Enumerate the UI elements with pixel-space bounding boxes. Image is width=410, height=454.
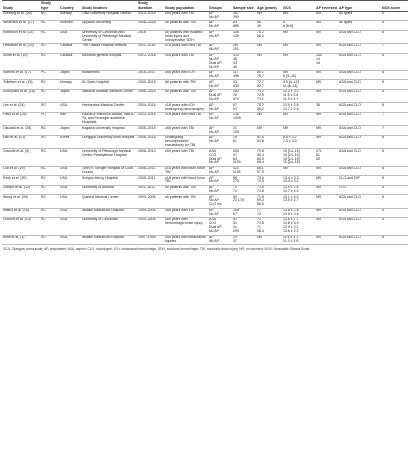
table-cell: 2012–2016 bbox=[137, 53, 164, 70]
table-cell: RC bbox=[40, 53, 59, 70]
table-cell: 71 71 bbox=[232, 185, 256, 195]
table-cell: 2011–2016 bbox=[137, 44, 164, 54]
table-cell: Oslo University Hospital Ullevål bbox=[81, 11, 137, 21]
table-cell: AP Dual AP No AP bbox=[208, 89, 232, 102]
table-cell: CLO and DIP bbox=[338, 176, 381, 186]
table-cell: NR bbox=[315, 208, 338, 218]
table-cell: AP No AP bbox=[208, 112, 232, 125]
table-cell: Scripps Mercy Hospital bbox=[81, 176, 137, 186]
table-header bbox=[2, 1, 408, 12]
table-cell: 2003–2005 bbox=[137, 218, 164, 235]
table-cell: ASA and CLO bbox=[338, 44, 381, 54]
table-cell: All patients with TBI bbox=[164, 185, 208, 195]
table-cell: ≥65 years with ICH bbox=[164, 70, 208, 80]
table-row bbox=[2, 53, 408, 70]
table-cell: 117 495 bbox=[232, 70, 256, 80]
table-cell: AP No AP bbox=[208, 208, 232, 218]
table-cell: Canada bbox=[59, 44, 81, 54]
table-cell: NR bbox=[315, 235, 338, 245]
table-cell: RC bbox=[40, 208, 59, 218]
table-row bbox=[2, 235, 408, 245]
table-cell: 9.5 [4–12] 11 [8–13] bbox=[282, 80, 315, 90]
table-cell: 71 71.8 71 58.4 bbox=[256, 218, 282, 235]
table-cell: ASA and CLO bbox=[338, 30, 381, 43]
table-cell: Grandhi et al. (9) bbox=[2, 149, 40, 166]
table-cell: PC bbox=[40, 70, 59, 80]
table-cell: NR bbox=[315, 195, 338, 208]
table-cell: ≥65 years with TBI bbox=[164, 11, 208, 21]
table-cell: ≥18 years with mild TBI bbox=[164, 112, 208, 125]
table-cell: 80.1 76.7 bbox=[256, 70, 282, 80]
table-cell: The Ottawa Hospital network bbox=[81, 44, 137, 54]
table-cell: RC bbox=[40, 149, 59, 166]
table-cell: 50 21 178 bbox=[232, 195, 256, 208]
table-cell: 106 126 bbox=[232, 30, 256, 43]
table-cell: 6 bbox=[381, 11, 408, 21]
table-cell: ≥18 years with blunt force TBI bbox=[164, 166, 208, 176]
table-cell: NR bbox=[256, 44, 282, 54]
table-cell: RC bbox=[40, 166, 59, 176]
table-cell: 13.6 ± 2.8 13.0 ± 3.6 bbox=[282, 208, 315, 218]
table-cell: 8 bbox=[381, 53, 408, 70]
table-cell: AP No AP bbox=[208, 80, 232, 90]
table-cell: All patients with TBI bbox=[164, 195, 208, 208]
table-footnote: GCS, Glasgow coma scale; AP, antiplatelet; ASA, aspirin; CLO, clopidogrel; ICH, intracranial hemorrhage; SDH, subdural hemorrhage; TBI, traumatic brain injury; NR, no reported; NOS, Newcastle Ottawa Scale. bbox=[3, 246, 311, 251]
table-cell: 43 434 bbox=[232, 80, 256, 90]
table-cell: William Beaumont Hospital bbox=[81, 208, 137, 218]
table-cell: NR bbox=[282, 44, 315, 54]
table-row bbox=[2, 166, 408, 176]
table-cell: Canada bbox=[59, 53, 81, 70]
table-cell: 12.2 ± 3.2 11.5 ± 3.8 11.9 ± 3.7 bbox=[282, 89, 315, 102]
table-cell: 66 49 bbox=[256, 21, 282, 31]
table-cell: NR bbox=[282, 11, 315, 21]
table-cell: NR bbox=[315, 70, 338, 80]
table-cell: Montreal general hospital bbox=[81, 53, 137, 70]
table-cell: PC bbox=[40, 112, 59, 125]
table-cell: John H. Stroger Hospital of Cook County bbox=[81, 166, 137, 176]
table-cell: 8 bbox=[381, 166, 408, 176]
table-cell: 31 109 bbox=[232, 126, 256, 136]
table-cell: 8 bbox=[381, 21, 408, 31]
table-cell: AP No AP bbox=[208, 30, 232, 43]
table-cell: Joseph et al. (13) bbox=[2, 185, 40, 195]
table-cell: 2005–2011 bbox=[137, 176, 164, 186]
table-cell: 2016 bbox=[137, 30, 164, 43]
table-cell: 7 bbox=[381, 126, 408, 136]
table-cell: NR bbox=[315, 80, 338, 90]
table-row bbox=[2, 70, 408, 80]
table-cell: Fortuna et al. (14) bbox=[2, 218, 40, 235]
table-cell: 13.5 ± 2.8 12.7 ± 4.2 bbox=[282, 185, 315, 195]
table-cell: ASA and CLO bbox=[338, 103, 381, 113]
table-cell: 79.6 74.9 bbox=[256, 176, 282, 186]
table-cell: 2011–2012 bbox=[137, 185, 164, 195]
table-cell: RC bbox=[40, 44, 59, 54]
table-cell: Japan bbox=[59, 70, 81, 80]
table-cell: 144 14 16 bbox=[315, 53, 338, 70]
table-cell: USA bbox=[59, 30, 81, 43]
table-cell: Hazrat-e-Rasool-e-Akram, Haft-e-Tir, and Firoozgar academic Hospitals bbox=[81, 112, 137, 125]
table-cell: Okuzaki et al. (28) bbox=[2, 126, 40, 136]
table-cell: University of Pittsburgh Medical Center Presbyterian Hospital bbox=[81, 149, 137, 166]
table-cell: 2013–2014 bbox=[137, 112, 164, 125]
table-cell: Iran bbox=[59, 112, 81, 125]
table-cell: AP No AP bbox=[208, 70, 232, 80]
table-row bbox=[2, 103, 408, 113]
table-cell: Japan bbox=[59, 126, 81, 136]
table-cell: ASA and CLO bbox=[338, 135, 381, 148]
table-cell: RC bbox=[40, 103, 59, 113]
table-cell: RC bbox=[40, 21, 59, 31]
table-cell: NR bbox=[282, 30, 315, 43]
table-cell: Peck et al. (20) bbox=[2, 176, 40, 186]
study-characteristics-table bbox=[2, 0, 408, 245]
table-cell: USA bbox=[59, 103, 81, 113]
table-cell: Queens Medical Center bbox=[81, 195, 137, 208]
table-cell: Scotti et al. (19) bbox=[2, 53, 40, 70]
table-cell: 109 57 bbox=[232, 208, 256, 218]
table-cell: AP No AP bbox=[208, 166, 232, 176]
table-cell: ASA and CLO bbox=[338, 235, 381, 245]
table-cell: All patients with TBI bbox=[164, 80, 208, 90]
table-cell: ASA and CLO bbox=[338, 218, 381, 235]
table-cell: NR bbox=[315, 21, 338, 31]
table-cell: 8 bbox=[381, 208, 408, 218]
table-cell: 543 97 64 1139 bbox=[232, 149, 256, 166]
table-cell: NR bbox=[256, 53, 282, 70]
table-cell: NR bbox=[315, 185, 338, 195]
table-cell: 8 bbox=[381, 30, 408, 43]
column-header: Study bbox=[2, 1, 40, 12]
table-cell: USA bbox=[59, 218, 81, 235]
column-header: GCS bbox=[282, 1, 315, 12]
table-cell: 267 390 bbox=[232, 11, 256, 21]
table-cell: St.Olavs Hospital bbox=[81, 80, 137, 90]
table-cell: 8.5 ± 3.2 7.3 ± 3.9 bbox=[282, 135, 315, 148]
table-cell: Japan bbox=[59, 89, 81, 102]
table-cell: Sumiyoshi et al. (16) bbox=[2, 89, 40, 102]
table-row bbox=[2, 11, 408, 21]
table-cell: NR bbox=[315, 126, 338, 136]
table-cell: All patients with TBI bbox=[164, 21, 208, 31]
table-cell: Wong et al. (30) bbox=[2, 195, 40, 208]
table-cell: ASA and CLO bbox=[338, 149, 381, 166]
table-cell: AP No AP bbox=[208, 44, 232, 54]
table-cell: Uppsala University bbox=[81, 21, 137, 31]
table-row bbox=[2, 218, 408, 235]
table-cell: Suehiro et al. (17) bbox=[2, 70, 40, 80]
table-cell: 78.2 56.2 bbox=[256, 30, 282, 43]
table-cell: 91 31 41 200 bbox=[232, 218, 256, 235]
table-cell: NR bbox=[315, 112, 338, 125]
table-cell: 8 bbox=[381, 89, 408, 102]
table-cell: University of Cincinnati bbox=[81, 218, 137, 235]
table-cell: NR bbox=[315, 166, 338, 176]
table-cell: All types bbox=[338, 21, 381, 31]
table-cell: NR bbox=[256, 126, 282, 136]
table-cell: 71.6 71.8 bbox=[256, 185, 282, 195]
table-cell: AP No AP bbox=[208, 11, 232, 21]
table-cell: 8 bbox=[381, 176, 408, 186]
table-cell: 1999–2004 bbox=[137, 208, 164, 218]
table-cell: 283 20 570 bbox=[232, 89, 256, 102]
table-cell: NR bbox=[315, 89, 338, 102]
table-cell: 2008–2011 bbox=[137, 166, 164, 176]
table-cell: NR bbox=[315, 11, 338, 21]
column-header: Age (years) bbox=[256, 1, 282, 12]
table-cell: USA bbox=[59, 185, 81, 195]
column-header: Country bbox=[59, 1, 81, 12]
table-cell: Fernando et al. (23) bbox=[2, 44, 40, 54]
table-cell: William Beaumont Hospital bbox=[81, 235, 137, 245]
table-cell: 83 885 bbox=[232, 21, 256, 31]
table-cell: ASA and CLO bbox=[338, 208, 381, 218]
table-cell: ASA and CLO bbox=[338, 70, 381, 80]
table-cell: Lee et al. (24) bbox=[2, 103, 40, 113]
table-cell: Ivascu et al. (15) bbox=[2, 208, 40, 218]
table-row bbox=[2, 185, 408, 195]
table-cell: 8 bbox=[381, 185, 408, 195]
table-cell: Kagawa University Hospital bbox=[81, 126, 137, 136]
table-cell: NR bbox=[315, 135, 338, 148]
table-cell: NR bbox=[315, 176, 338, 186]
table-cell: 2004–2016 bbox=[137, 103, 164, 113]
table-row bbox=[2, 89, 408, 102]
table-row bbox=[2, 112, 408, 125]
table-cell: 66.1 57.3 bbox=[256, 166, 282, 176]
table-cell: 77 74 bbox=[256, 208, 282, 218]
table-cell: Han et al. (21) bbox=[2, 135, 40, 148]
table-cell: 2009–2015 bbox=[137, 80, 164, 90]
table-cell: NR bbox=[282, 166, 315, 176]
table-cell: RC bbox=[40, 11, 59, 21]
table-cell: ASA and CLO bbox=[338, 53, 381, 70]
table-cell: 8 bbox=[381, 80, 408, 90]
table-cell: 8 bbox=[381, 235, 408, 245]
table-cell: NR bbox=[256, 235, 282, 245]
table-cell: Tollefsen et al. (18) bbox=[2, 80, 40, 90]
table-cell: 271 81 55 bbox=[315, 149, 338, 166]
table-cell: 2015–2017 bbox=[137, 70, 164, 80]
table-cell: NR bbox=[282, 53, 315, 70]
column-header: Groups bbox=[208, 1, 232, 12]
table-cell: CLO bbox=[338, 185, 381, 195]
table-cell: ASA and CLO bbox=[338, 89, 381, 102]
table-cell: 58 273 bbox=[232, 176, 256, 186]
table-cell: RC bbox=[40, 218, 59, 235]
table-cell: NR 8 (3–15) bbox=[282, 70, 315, 80]
table-cell: AP No AP bbox=[208, 21, 232, 31]
column-header: Study type bbox=[40, 1, 59, 12]
table-cell: AP No AP bbox=[208, 176, 232, 186]
table-cell: 1996–2014 bbox=[137, 89, 164, 102]
table-cell: 1997–1998 bbox=[137, 235, 164, 245]
table-cell: Ronning et al. (26) bbox=[2, 11, 40, 21]
table-cell: AP No AP bbox=[208, 103, 232, 113]
table-cell: 7 bbox=[381, 112, 408, 125]
table-row bbox=[2, 30, 408, 43]
column-header: AP type bbox=[338, 1, 381, 12]
table-cell: ≥18 years with blunt force TBI bbox=[164, 176, 208, 186]
table-cell: Sweden bbox=[59, 21, 81, 31]
table-cell: 2008–2018 bbox=[137, 21, 164, 31]
table-cell: NR bbox=[282, 112, 315, 125]
table-row bbox=[2, 21, 408, 31]
table-cell: All patients with isolated head injury and nonoperative SDH bbox=[164, 30, 208, 43]
table-cell: 8 bbox=[381, 103, 408, 113]
table-cell: All types bbox=[338, 11, 381, 21]
table-cell: University of Cincinnati and University of Pittsburgh Medical Center bbox=[81, 30, 137, 43]
table-cell: RC bbox=[40, 195, 59, 208]
table-cell: ASA and CLO bbox=[338, 80, 381, 90]
table-cell: RC bbox=[40, 135, 59, 148]
table-cell: 6 6 [5-8] bbox=[282, 21, 315, 31]
table-cell: AP No AP bbox=[208, 185, 232, 195]
column-header: Study population bbox=[164, 1, 208, 12]
table-cell: ≥18 years with ICH undergoing neurosurgery bbox=[164, 103, 208, 113]
table-cell: NR bbox=[315, 30, 338, 43]
table-cell: Wellenius et al. (27) bbox=[2, 21, 40, 31]
table-cell: 2006–2010 bbox=[137, 149, 164, 166]
table-cell: Cull et al. (29) bbox=[2, 166, 40, 176]
table-cell: RC bbox=[40, 185, 59, 195]
table-cell: Norway bbox=[59, 80, 81, 90]
table-cell: 15 [14–15] 15 [14–15] 15 [14–15] 15 [14–15] bbox=[282, 149, 315, 166]
table-cell: NR bbox=[256, 112, 282, 125]
table-cell: AP No AP CLO No bbox=[208, 195, 232, 208]
table-cell: NR 201 bbox=[232, 44, 256, 54]
table-cell: ≥65 years with TBI bbox=[164, 53, 208, 70]
table-cell: 11.6 ± 4.3 11.2 ± 3.8 bbox=[282, 235, 315, 245]
table-cell: Korea bbox=[59, 135, 81, 148]
table-cell: RC bbox=[40, 126, 59, 136]
table-cell: Harborview Medical Center bbox=[81, 103, 137, 113]
table-cell: 2006–2015 bbox=[137, 135, 164, 148]
table-cell: 38 bbox=[315, 103, 338, 113]
table-cell: 8 bbox=[381, 149, 408, 166]
table-cell: 8 bbox=[381, 218, 408, 235]
table-cell: Norway bbox=[59, 11, 81, 21]
table-cell: ASA and CLO bbox=[338, 166, 381, 176]
table-cell: ≥50 years with TBI bbox=[164, 149, 208, 166]
table-cell: AP No AP bbox=[208, 126, 232, 136]
table-cell: NR bbox=[315, 44, 338, 54]
table-cell: 2005–2015 bbox=[137, 126, 164, 136]
table-body bbox=[2, 11, 408, 244]
table-cell: 62.4 53.8 bbox=[256, 135, 282, 148]
table-cell: Farsi et al. (25) bbox=[2, 112, 40, 125]
table-cell: ≥18 years with mild TBI bbox=[164, 44, 208, 54]
table-row bbox=[2, 80, 408, 90]
table-cell: 135 1005 bbox=[232, 112, 256, 125]
table-cell: USA bbox=[59, 208, 81, 218]
table-cell: RC bbox=[40, 89, 59, 102]
table-cell: 8 bbox=[381, 195, 408, 208]
table-cell: 7 bbox=[381, 44, 408, 54]
table-cell: 71.9 69.3 85.5 bbox=[256, 195, 282, 208]
table-cell: ASA and CLO bbox=[338, 126, 381, 136]
table-cell: 422 1135 bbox=[232, 166, 256, 176]
table-row bbox=[2, 195, 408, 208]
table-cell: 19 61 bbox=[232, 135, 256, 148]
table-cell: 13.6 ± 1.7 12.8 ± 3.3 12.9 ± 2.1 13.6 ± 2.2 bbox=[282, 218, 315, 235]
table-cell: 72.7 62.7 bbox=[256, 80, 282, 90]
table-row bbox=[2, 149, 408, 166]
table-cell: RC bbox=[40, 235, 59, 245]
column-header: AP reversed bbox=[315, 1, 338, 12]
table-cell: University of Arizona bbox=[81, 185, 137, 195]
table-row bbox=[2, 176, 408, 186]
header-row bbox=[2, 1, 408, 12]
table-cell: 2003–2006 bbox=[137, 195, 164, 208]
table-cell: 12.9 ± 2.8 12.7 ± 2.5 bbox=[282, 103, 315, 113]
table-cell: All patients with TBI bbox=[164, 89, 208, 102]
table-cell: 13.4 ± 3.3 13.4 ± 3.2 bbox=[282, 176, 315, 186]
table-cell: NR bbox=[282, 126, 315, 136]
table-cell: AP No AP Dual AP No AP bbox=[208, 53, 232, 70]
table-cell: ASA CLO Dual AP No AP bbox=[208, 218, 232, 235]
table-row bbox=[2, 126, 408, 136]
table-cell: AP No AP bbox=[208, 235, 232, 245]
table-row bbox=[2, 135, 408, 148]
table-cell: RC bbox=[40, 30, 59, 43]
table-cell: Multicentric bbox=[81, 70, 137, 80]
column-header: Study duration bbox=[137, 1, 164, 12]
table-cell: 73.2 72.5 71.1 bbox=[256, 89, 282, 102]
table-cell: ASA and CLO bbox=[338, 195, 381, 208]
table-cell: ≥50 years with intracranial injuries bbox=[164, 235, 208, 245]
table-cell: Dongguk University Ilsan Hospital bbox=[81, 135, 137, 148]
table-cell: USA bbox=[59, 176, 81, 186]
table-cell: USA bbox=[59, 235, 81, 245]
table-cell: ASA CLO Dual AP No AP bbox=[208, 149, 232, 166]
table-cell: 79.8 80.4 80.9 68.4 bbox=[256, 149, 282, 166]
table-cell: 67 91 bbox=[232, 103, 256, 113]
table-cell: USA bbox=[59, 195, 81, 208]
table-cell: ASA and CLO bbox=[338, 112, 381, 125]
table-cell: Robinson et al. (22) bbox=[2, 30, 40, 43]
table-cell: Mina et al. (1) bbox=[2, 235, 40, 245]
table-cell: ≥65 years with TBI bbox=[164, 126, 208, 136]
table-cell: 8 bbox=[381, 70, 408, 80]
table-cell: ≥65 years with TBI bbox=[164, 208, 208, 218]
table-cell: NR bbox=[256, 11, 282, 21]
table-row bbox=[2, 208, 408, 218]
table-cell: 78.2 56.2 bbox=[256, 103, 282, 113]
table-cell: 2014–2015 bbox=[137, 11, 164, 21]
table-cell: ≥50 years with hemorrhagic brain injury bbox=[164, 218, 208, 235]
table-cell: 8 bbox=[381, 135, 408, 148]
table-cell: NR bbox=[315, 218, 338, 235]
table-cell: RC bbox=[40, 80, 59, 90]
table-cell: 413 48 43 46 bbox=[232, 53, 256, 70]
table-row bbox=[2, 44, 408, 54]
column-header: Sample size bbox=[232, 1, 256, 12]
table-cell: RC bbox=[40, 176, 59, 186]
table-cell: USA bbox=[59, 166, 81, 176]
table-cell: 19 37 bbox=[232, 235, 256, 245]
table-cell: USA bbox=[59, 149, 81, 166]
table-cell: AP No AP bbox=[208, 135, 232, 148]
table-cell: Undergoing decompressive craniectomy for TBI bbox=[164, 135, 208, 148]
table-cell: National Disaster Medical Center bbox=[81, 89, 137, 102]
column-header: Study location bbox=[81, 1, 137, 12]
table-cell: 13.1 ± 3.0 13.5 ± 2.7 bbox=[282, 195, 315, 208]
column-header: NOS score bbox=[381, 1, 408, 12]
